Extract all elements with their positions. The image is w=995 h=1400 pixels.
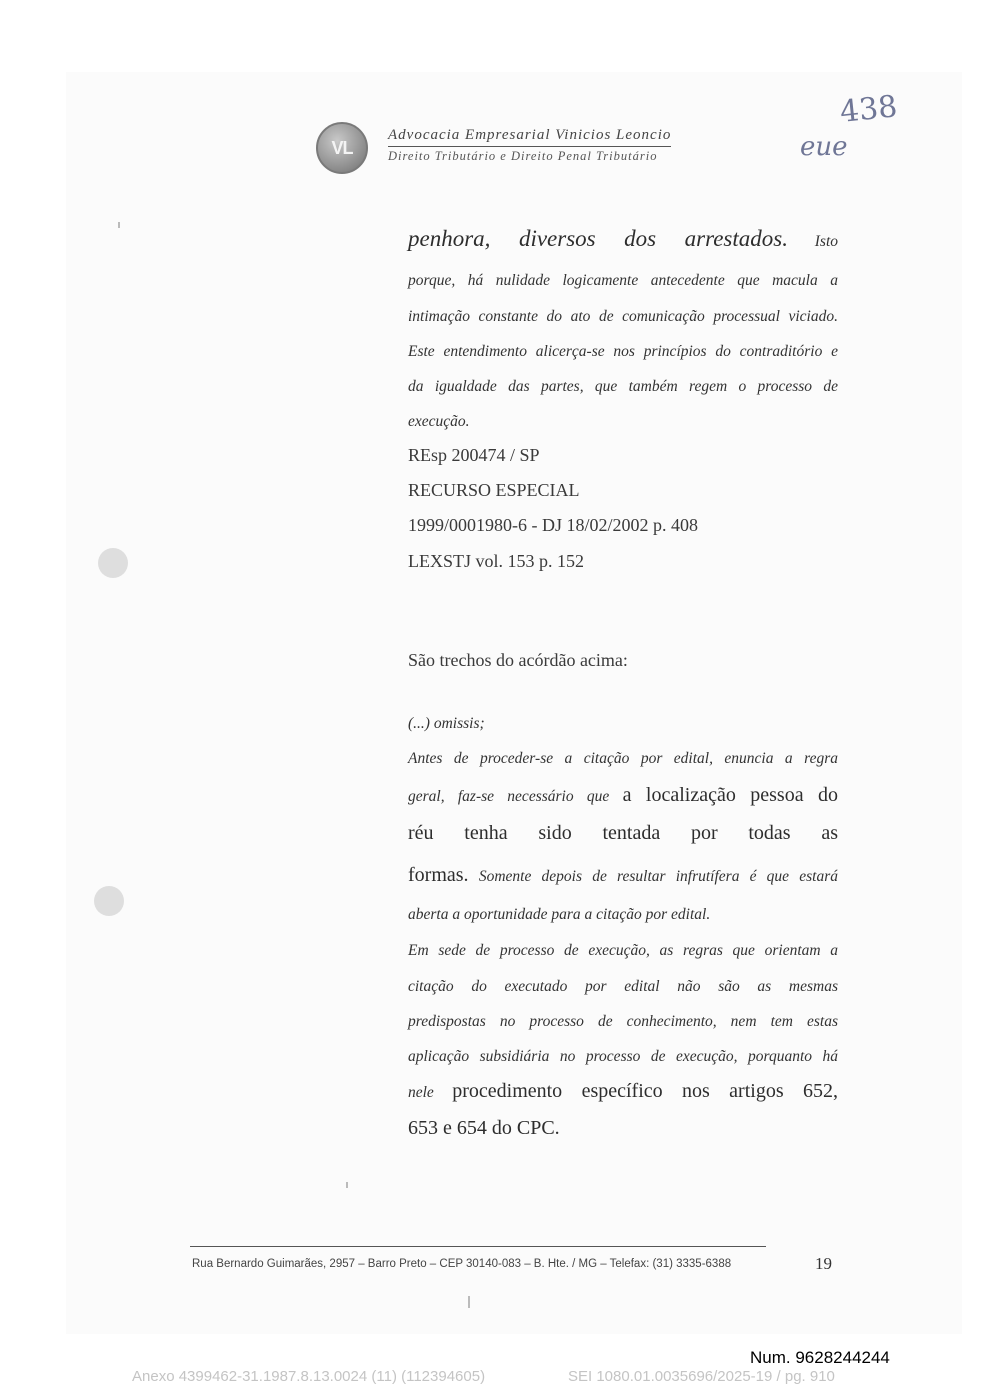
page-number: 19 [815, 1254, 832, 1273]
text-line [408, 864, 838, 887]
text-line [408, 226, 838, 252]
emphasis-text: a localização pessoa do [622, 784, 838, 806]
scan-speck [468, 1296, 470, 1308]
text-span: nele [408, 1084, 434, 1101]
text-span: Somente depois de resultar infrutífera é que estará [478, 868, 838, 885]
text-line: predispostas no processo de conhecimento, nem tem estas [408, 1013, 838, 1030]
text-line: execução. [408, 413, 470, 430]
letterhead [388, 126, 708, 164]
text-line: (...) omissis; [408, 715, 485, 732]
emphasis-text: formas. [408, 864, 469, 886]
text-line: Este entendimento alicerça-se nos princípios do contraditório e [408, 343, 838, 360]
text-line: aberta a oportunidade para a citação por edital. [408, 906, 711, 923]
citation-line: 1999/0001980-6 - DJ 18/02/2002 p. 408 [408, 515, 698, 535]
logo-text: VL [331, 137, 353, 158]
text-line: da igualdade das partes, que também regem o processo de [408, 378, 838, 395]
citation-line: LEXSTJ vol. 153 p. 152 [408, 551, 585, 571]
citation-line: REsp 200474 / SP [408, 445, 540, 465]
handwritten-initials: eue [800, 132, 848, 162]
firm-subtitle: Direito Tributário e Direito Penal Tributário [388, 149, 658, 163]
firm-logo [316, 122, 368, 174]
handwritten-page-number: 438 [838, 89, 899, 130]
text-span: Isto [814, 233, 838, 250]
text-line: porque, há nulidade logicamente antecedente que macula a [408, 272, 838, 289]
text-line: intimação constante do ato de comunicação processual viciado. [408, 308, 838, 325]
citation-line: RECURSO ESPECIAL [408, 480, 580, 500]
sei-stamp: SEI 1080.01.0035696/2025-19 / pg. 910 [568, 1368, 835, 1385]
firm-name: Advocacia Empresarial Vinicios Leoncio [388, 127, 671, 147]
punch-hole [98, 548, 128, 578]
annex-stamp: Anexo 4399462-31.1987.8.13.0024 (11) (112394605) [132, 1368, 486, 1385]
intro-line: São trechos do acórdão acima: [408, 650, 628, 670]
document-number-stamp: Num. 9628244244 [750, 1348, 890, 1367]
footer-divider [190, 1246, 766, 1247]
text-line: Em sede de processo de execução, as regras que orientam a [408, 942, 838, 959]
emphasis-text: penhora, diversos dos arrestados. [408, 226, 788, 251]
text-line: citação do executado por edital não são as mesmas [408, 978, 838, 995]
scan-speck [118, 222, 120, 228]
text-line: réu tenha sido tentada por todas as [408, 822, 838, 844]
scanned-page [66, 72, 962, 1334]
text-span: geral, faz-se necessário que [408, 788, 610, 805]
scan-speck [346, 1182, 348, 1188]
punch-hole [94, 886, 124, 916]
emphasis-text: procedimento específico nos artigos 652, [452, 1080, 838, 1102]
text-line [408, 1080, 838, 1103]
footer-address: Rua Bernardo Guimarães, 2957 – Barro Preto – CEP 30140-083 – B. Hte. / MG – Telefax: (31) 3335-6388 [192, 1258, 732, 1270]
text-line: 653 e 654 do CPC. [408, 1117, 560, 1139]
text-line [408, 784, 838, 807]
text-line: Antes de proceder-se a citação por edital, enuncia a regra [408, 750, 838, 767]
text-line: aplicação subsidiária no processo de execução, porquanto há [408, 1048, 838, 1065]
